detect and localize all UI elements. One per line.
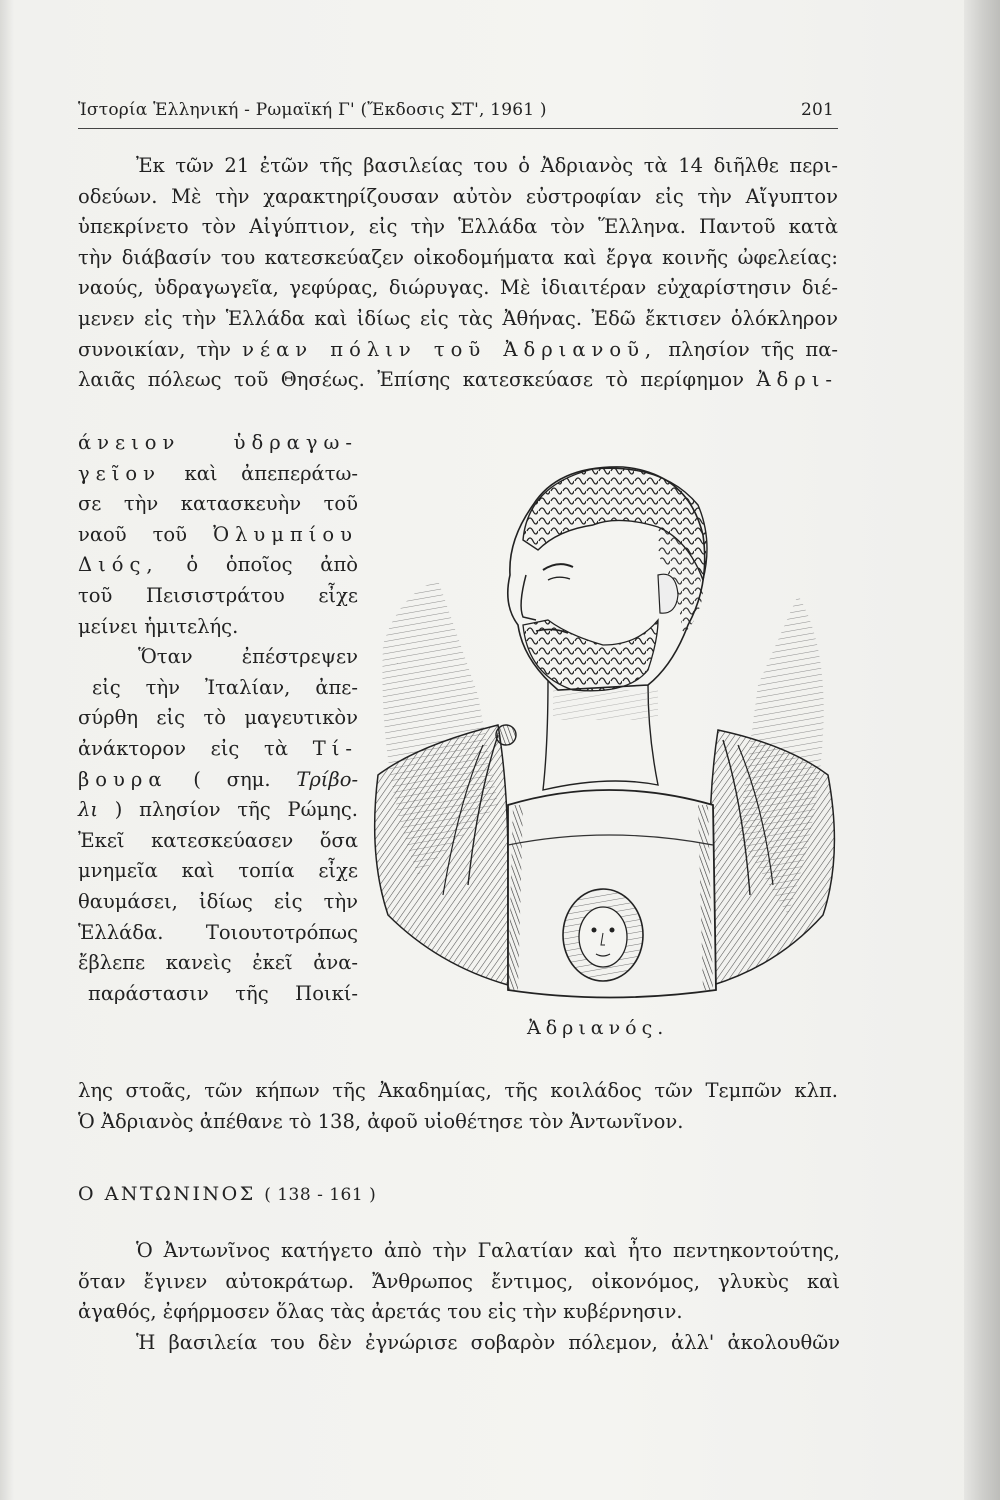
- text-line: Ὅταν ἐπέστρεψεν: [138, 645, 358, 669]
- text-line: Ὁ Ἀδριανὸς ἀπέθανε τὸ 138, ἀφοῦ υἱοθέτησε τὸν Ἀντωνῖνον.: [78, 1109, 684, 1133]
- text-line: ναούς, ὑδραγωγεῖα, γεφύρας, διώρυγας. Μὲ ἰδιαιτέραν εὐχαρίστησιν διέ-: [78, 276, 838, 300]
- text-line: ἀνάκτορον εἰς τὰ Τί-: [78, 736, 358, 760]
- text-line: Ἐκεῖ κατεσκεύασεν ὅσα: [78, 828, 358, 852]
- text-line: μενεν εἰς τὴν Ἑλλάδα καὶ ἰδίως εἰς τὰς Ἀθήνας. Ἐδῶ ἔκτισεν ὁλόκληρον: [78, 306, 838, 330]
- page-number: 201: [800, 100, 834, 120]
- text-line: Ἐκ τῶν 21 ἐτῶν τῆς βασιλείας του ὁ Ἀδριανὸς τὰ 14 διῆλθε περι-: [136, 154, 838, 177]
- spaced-emphasis: Ἀδρι-: [756, 368, 838, 392]
- text-line: σε τὴν κατασκευὴν τοῦ: [78, 492, 358, 516]
- text-line: λαιᾶς πόλεως τοῦ Θησέως. Ἐπίσης κατεσκεύασε τὸ περίφημον Ἀδρι-: [78, 368, 838, 392]
- text-line: συνοικίαν, τὴν νέαν πόλιν τοῦ Ἀδριανοῦ, πλησίον τῆς πα-: [78, 337, 839, 361]
- text-line: τοῦ Πεισιστράτου εἶχε: [78, 583, 358, 607]
- section-title: Ο ΑΝΤΩΝΙΝΟΣ: [78, 1183, 256, 1205]
- spaced-emphasis: νέαν πόλιν τοῦ Ἀδριανοῦ,: [242, 337, 658, 361]
- bust-illustration: [358, 445, 848, 1040]
- section-paragraph: [78, 1236, 840, 1358]
- running-head: Ἱστορία Ἑλληνική - Ρωμαϊκή Γ' (Ἔκδοσις ΣΤ', 1961 ): [78, 100, 547, 120]
- text-line: ὅταν ἔγινεν αὐτοκράτωρ. Ἄνθρωπος ἔντιμος, οἰκονόμος, γλυκὺς καὶ: [78, 1269, 840, 1293]
- text-line: μείνει ἡμιτελής.: [78, 614, 239, 638]
- spaced-emphasis: άνειον ὑδραγω-: [78, 431, 358, 454]
- text-line: ἔβλεπε κανεὶς ἐκεῖ ἀνα-: [78, 951, 358, 975]
- page-gutter-shadow: [964, 0, 1000, 1500]
- left-column-text: [78, 428, 358, 1009]
- text-line: θαυμάσει, ἰδίως εἰς τὴν: [78, 889, 358, 913]
- text-line: ἀγαθός, ἐφήρμοσεν ὅλας τὰς ἀρετάς του εἰς τὴν κυβέρνησιν.: [78, 1300, 683, 1324]
- bottom-paragraph: [78, 1076, 838, 1137]
- text-line: εἰς τὴν Ἰταλίαν, ἀπε-: [92, 675, 358, 699]
- text-line: γεῖον καὶ ἀπεπεράτω-: [78, 461, 358, 485]
- text-line: Ἡ βασιλεία του δὲν ἐγνώρισε σοβαρὸν πόλεμον, ἀλλ' ἀκολουθῶν: [136, 1330, 840, 1354]
- text-line: σύρθη εἰς τὸ μαγευτικὸν: [78, 706, 358, 730]
- figure-caption: Ἀδριανός.: [527, 1017, 669, 1039]
- text-line: Ὁ Ἀντωνῖνος κατήγετο ἀπὸ τὴν Γαλατίαν καὶ ἦτο πεντηκοντούτης,: [136, 1239, 840, 1262]
- text-line: βουρα ( σημ. Τρίβο-: [78, 767, 359, 791]
- text-line: [78, 428, 358, 459]
- text-line: Ἑλλάδα. Τοιουτοτρόπως: [78, 920, 358, 944]
- section-years: ( 138 - 161 ): [264, 1185, 377, 1205]
- hadrian-bust-engraving: [358, 445, 848, 1040]
- text-line: ὑπεκρίνετο τὸν Αἰγύπτιον, εἰς τὴν Ἑλλάδα τὸν Ἕλληνα. Παντοῦ κατὰ: [78, 215, 838, 239]
- text-line: λης στοᾶς, τῶν κήπων τῆς Ἀκαδημίας, τῆς κοιλάδος τῶν Τεμπῶν κλπ.: [78, 1079, 838, 1102]
- text-line: Διός, ὁ ὁποῖος ἀπὸ: [78, 553, 358, 577]
- top-paragraph: [78, 151, 838, 396]
- text-line: λι ) πλησίον τῆς Ρώμης.: [78, 798, 358, 822]
- text-line: ναοῦ τοῦ Ὀλυμπίου: [78, 522, 358, 546]
- section-heading: [78, 1183, 376, 1205]
- text-line: παράστασιν τῆς Ποικί-: [88, 981, 358, 1005]
- text-line: οδεύων. Μὲ τὴν χαρακτηρίζουσαν αὐτὸν εὐστροφίαν εἰς τὴν Αἴγυπτον: [78, 184, 838, 208]
- text-line: τὴν διάβασίν του κατεσκεύαζεν οἰκοδομήματα καὶ ἔργα κοινῆς ὠφελείας:: [78, 245, 838, 269]
- header-rule: [78, 128, 838, 129]
- text-line: μνημεῖα καὶ τοπία εἶχε: [78, 859, 358, 883]
